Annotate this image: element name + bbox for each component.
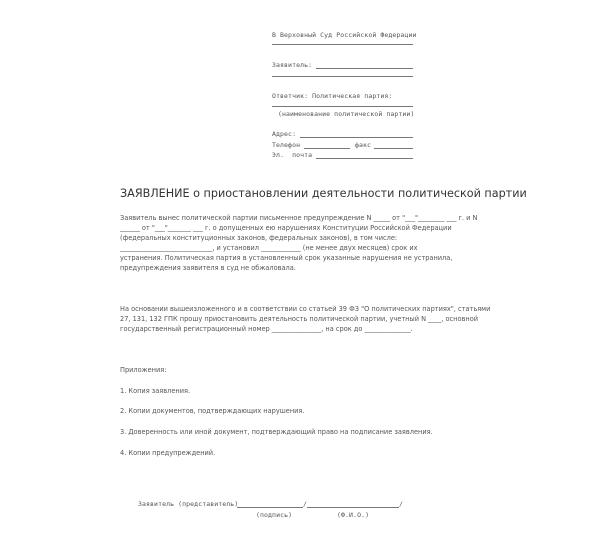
attachment-item: 2. Копии документов, подтверждающих нарушения. [120, 407, 305, 415]
paragraph1-line: устранения. Политическая партия в установленный срок указанные нарушения не устранила, [120, 254, 453, 262]
attachments-heading: Приложения: [120, 366, 167, 374]
paragraph1-line: предупреждения заявителя в суд не обжаловала. [120, 264, 296, 272]
fax-line [374, 148, 413, 149]
paragraph1-line: Заявитель вынес политической партии письменное предупреждение N _____ от "___"________ ___ г. и N [120, 214, 478, 222]
court-underline [272, 44, 413, 45]
email-line [316, 158, 413, 159]
address-label: Адрес: [272, 130, 297, 138]
fax-label: факс [355, 141, 372, 149]
address-line [300, 137, 413, 138]
attachment-item: 3. Доверенность или иной документ, подтверждающий право на подписание заявления. [120, 428, 433, 436]
phone-line [304, 148, 350, 149]
paragraph2-line: 27, 131, 132 ГПК прошу приостановить деятельность политической партии, учетный N ____, основной [120, 315, 479, 323]
party-name-hint: (наименование политической партии) [278, 110, 415, 118]
signature-slash: / [303, 500, 308, 508]
signature-line [237, 507, 303, 508]
email-label: Эл. почта [272, 151, 313, 159]
signature-hint: (подпись) [256, 511, 293, 519]
attachment-item: 1. Копия заявления. [120, 387, 191, 395]
paragraph1-line: (федеральных конституционных законов, федеральных законов), в том числе: [120, 234, 398, 242]
signature-label: Заявитель (представитель) [138, 500, 239, 508]
applicant-label: Заявитель: [272, 61, 313, 69]
name-line [307, 507, 399, 508]
court-addressee: В Верховный Суд Российской Федерации [272, 31, 417, 39]
paragraph1-line: ______ от "___"_______ ___ г. о допущенных ею нарушениях Конституции Российской Федерации [120, 224, 452, 232]
applicant-field-line [316, 68, 413, 69]
party-name-line [272, 106, 413, 107]
phone-label: Телефон [272, 141, 301, 149]
defendant-label: Ответчик: Политическая партия: [272, 92, 393, 100]
document-title: ЗАЯВЛЕНИЕ о приостановлении деятельности политической партии [120, 187, 527, 200]
attachment-item: 4. Копии предупреждений. [120, 449, 216, 457]
applicant-field-line-2 [272, 76, 413, 77]
paragraph2-line: государственный регистрационный номер _______________, на срок до ______________. [120, 325, 413, 333]
name-hint: (Ф.И.О.) [337, 511, 370, 519]
signature-slash-end: / [399, 500, 404, 508]
paragraph1-line: ____________________________, и установил ____________ (не менее двух месяцев) срок их [120, 244, 418, 252]
paragraph2-line: На основании вышеизложенного и в соответствии со статьей 39 ФЗ "О политических партиях", статьями [120, 305, 491, 313]
